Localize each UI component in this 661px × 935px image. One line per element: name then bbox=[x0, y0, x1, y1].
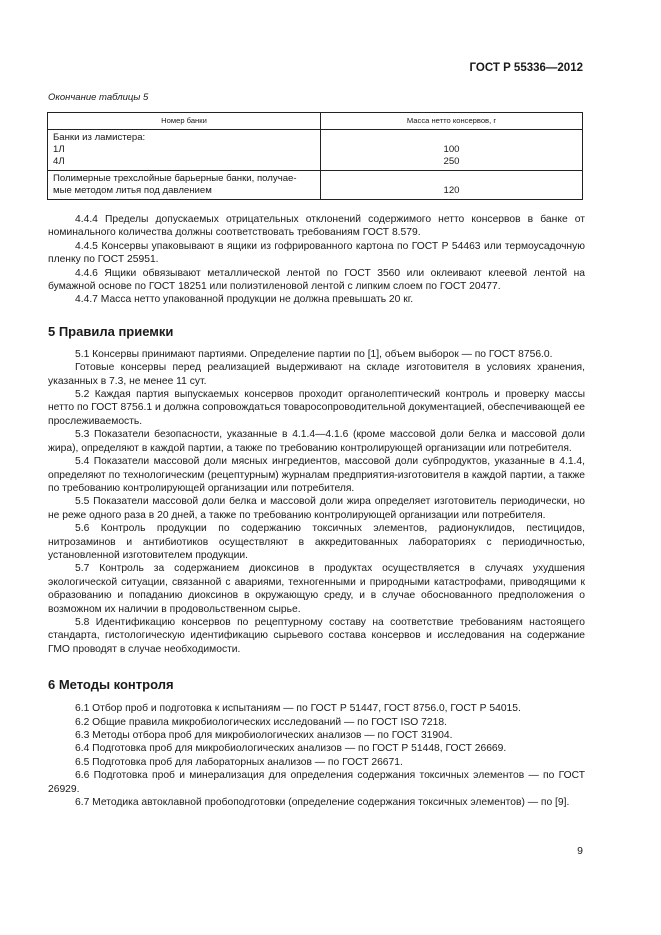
cell-line: 4Л bbox=[53, 156, 65, 167]
paragraph-6-6: 6.6 Подготовка проб и минерализация для определения содержания токсичных элементов — по ГОСТ 26929. bbox=[48, 770, 585, 795]
paragraph-6-1: 6.1 Отбор проб и подготовка к испытаниям — по ГОСТ Р 51447, ГОСТ 8756.0, ГОСТ Р 54015. bbox=[75, 703, 521, 715]
cell-line: Полимерные трехслойные барьерные банки, получае- bbox=[53, 173, 297, 184]
document-code: ГОСТ Р 55336—2012 bbox=[469, 62, 583, 74]
table-cell-value bbox=[321, 171, 583, 200]
cell-line: 120 bbox=[443, 185, 460, 196]
paragraph-5-4: 5.4 Показатели массовой доли мясных ингредиентов, массовой доли субпродуктов, указанные в 4.1.4, определяют по технологическим (рецептурным) журналам предприятия-изготовителя в каждой партии, а также по требованию контролирующей организации или потребителя. bbox=[48, 456, 585, 494]
table-cell-name bbox=[48, 130, 321, 171]
section-6-title: 6 Методы контроля bbox=[48, 677, 174, 693]
column-header-can-number: Номер банки bbox=[48, 113, 321, 130]
table-caption: Окончание таблицы 5 bbox=[48, 92, 149, 103]
cell-line: 250 bbox=[443, 156, 460, 167]
paragraph-5-5: 5.5 Показатели массовой доли белка и массовой доли жира определяет изготовитель периодически, но не реже одного раза в 20 дней, а также по требованию контролирующей организации или потребителя. bbox=[48, 496, 585, 521]
table-cell-value bbox=[321, 130, 583, 171]
paragraph-5-1-cont: Готовые консервы перед реализацией выдерживают на складе изготовителя в условиях хранения, указанных в 7.3, не менее 11 сут. bbox=[48, 362, 585, 387]
paragraph-5-7: 5.7 Контроль за содержанием диоксинов в продуктах осуществляется в случаях ухудшения экологической ситуации, связанной с авариями, техногенными и природными катастрофами, приводящими к образованию и попаданию диоксинов в окружающую среду, и в случае обоснованного предположения о возможном их наличии в продовольственном сырье. bbox=[48, 563, 585, 615]
cell-line: 100 bbox=[443, 144, 460, 155]
paragraph-6-4: 6.4 Подготовка проб для микробиологических анализов — по ГОСТ Р 51448, ГОСТ 26669. bbox=[75, 743, 507, 755]
body-text bbox=[48, 213, 585, 809]
paragraph-5-6: 5.6 Контроль продукции по содержанию токсичных элементов, радионуклидов, пестицидов, нитрозаминов и антибиотиков осуществляют в аккредитованных лабораториях с периодичностью, установленной изготовителем продукции. bbox=[48, 523, 585, 561]
column-header-net-mass: Масса нетто консервов, г bbox=[321, 113, 583, 130]
table-row bbox=[48, 171, 583, 200]
paragraph-4-4-4: 4.4.4 Пределы допускаемых отрицательных отклонений содержимого нетто консервов в банке от номинального количества должны соответствовать требованиям ГОСТ 8.579. bbox=[48, 214, 585, 239]
paragraph-4-4-6: 4.4.6 Ящики обвязывают металлической лентой по ГОСТ 3560 или оклеивают клеевой лентой на бумажной основе по ГОСТ 18251 или полиэтиленовой лентой с липким слоем по ГОСТ 20477. bbox=[48, 267, 585, 293]
cell-line: Банки из ламистера: bbox=[53, 132, 146, 143]
table-row bbox=[48, 130, 583, 171]
section-5-title: 5 Правила приемки bbox=[48, 323, 174, 339]
paragraph-5-8: 5.8 Идентификацию консервов по рецептурному составу на соответствие требованиям настоящего стандарта, гистологическую идентификацию сырьевого состава консервов и исследования на содержание ГМО проводят в случае необходимости. bbox=[48, 616, 585, 655]
paragraph-5-1: 5.1 Консервы принимают партиями. Определение партии по [1], объем выборок — по ГОСТ 8756.0. bbox=[75, 348, 553, 360]
paragraph-5-3: 5.3 Показатели безопасности, указанные в 4.1.4—4.1.6 (кроме массовой доли белка и массовой доли жира), определяют в каждой партии, а также по требованию контролирующей организации или потребителя. bbox=[48, 429, 585, 454]
paragraph-6-3: 6.3 Методы отбора проб для микробиологических анализов — по ГОСТ 31904. bbox=[75, 730, 453, 741]
paragraph-6-7: 6.7 Методика автоклавной пробоподготовки (определение содержания токсичных элементов) — по [9]. bbox=[75, 797, 570, 809]
paragraph-6-5: 6.5 Подготовка проб для лабораторных анализов — по ГОСТ 26671. bbox=[75, 756, 403, 768]
paragraph-5-2: 5.2 Каждая партия выпускаемых консервов проходит органолептический контроль и проверку массы нетто по ГОСТ 8756.1 и должна сопровождаться товаросопроводительной документацией, обеспечивающей ее прослеживаемость. bbox=[48, 389, 585, 427]
cell-line: мые методом литья под давлением bbox=[53, 185, 212, 196]
page-number: 9 bbox=[577, 845, 583, 857]
paragraph-6-2: 6.2 Общие правила микробиологических исследований — по ГОСТ ISO 7218. bbox=[75, 716, 447, 728]
paragraph-4-4-7: 4.4.7 Масса нетто упакованной продукции не должна превышать 20 кг. bbox=[75, 294, 414, 306]
cell-line: 1Л bbox=[53, 144, 65, 155]
paragraph-4-4-5: 4.4.5 Консервы упаковывают в ящики из гофрированного картона по ГОСТ Р 54463 или термоусадочную пленку по ГОСТ 25951. bbox=[48, 240, 585, 266]
table-cell-name bbox=[48, 171, 321, 200]
table-header-row bbox=[48, 113, 583, 130]
table-5 bbox=[47, 112, 583, 200]
